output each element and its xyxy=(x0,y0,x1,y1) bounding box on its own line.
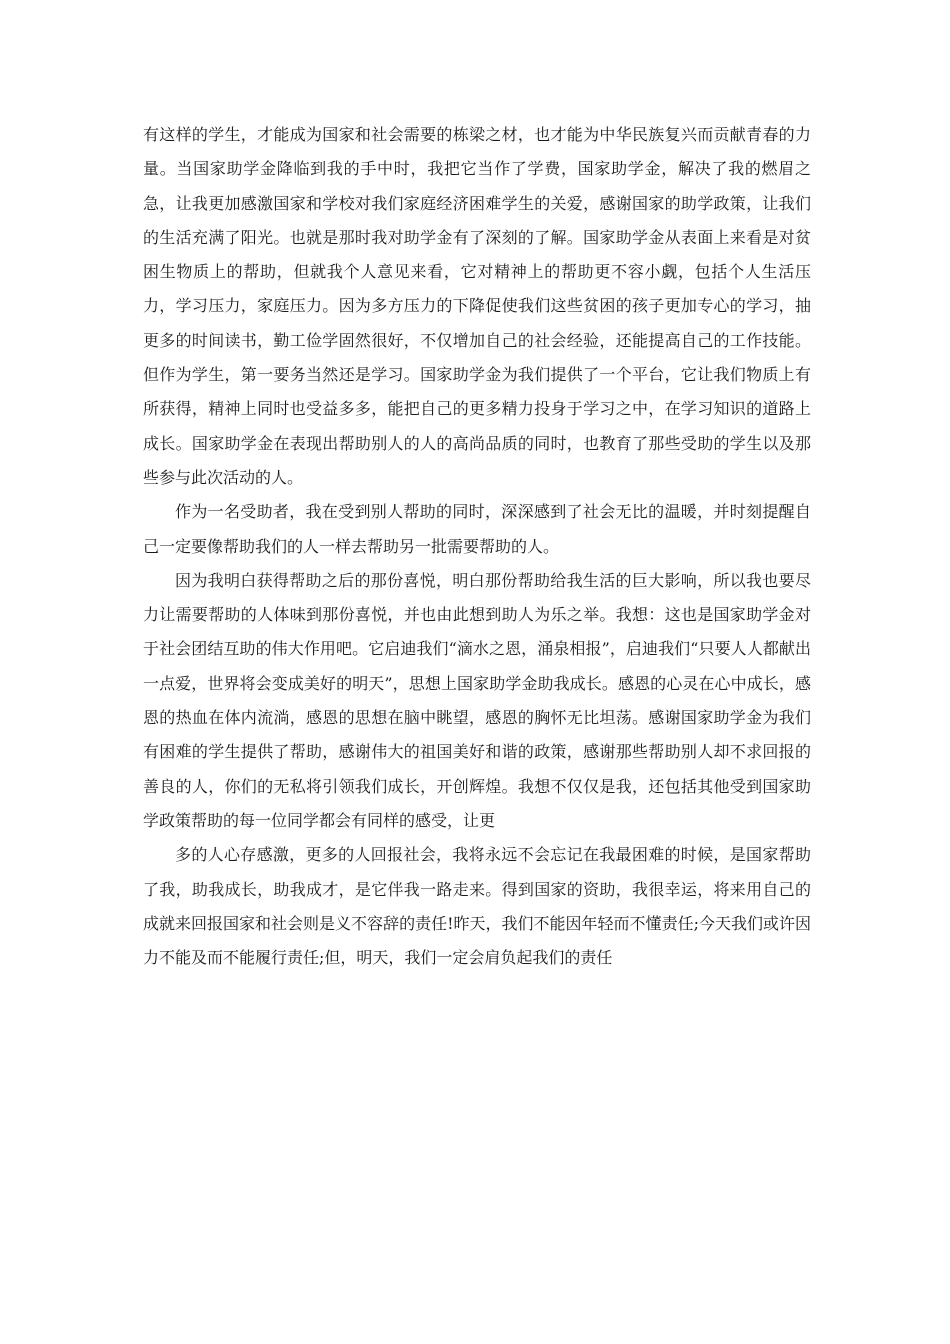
paragraph-1: 有这样的学生，才能成为国家和社会需要的栋梁之材，也才能为中华民族复兴而贡献青春的力量。当国家助学金降临到我的手中时，我把它当作了学费，国家助学金，解决了我的燃眉之急，让我更加感激国家和学校对我们家庭经济困难学生的关爱，感谢国家的助学政策，让我们的生活充满了阳光。也就是那时我对助学金有了深刻的了解。国家助学金从表面上来看是对贫困生物质上的帮助，但就我个人意见来看，它对精神上的帮助更不容小觑，包括个人生活压力，学习压力，家庭压力。因为多方压力的下降促使我们这些贫困的孩子更加专心的学习，抽更多的时间读书，勤工俭学固然很好，不仅增加自己的社会经验，还能提高自己的工作技能。但作为学生，第一要务当然还是学习。国家助学金为我们提供了一个平台，它让我们物质上有所获得，精神上同时也受益多多，能把自己的更多精力投身于学习之中，在学习知识的道路上成长。国家助学金在表现出帮助别人的人的高尚品质的同时，也教育了那些受助的学生以及那些参与此次活动的人。 xyxy=(143,125,811,487)
paragraph-2: 作为一名受助者，我在受到别人帮助的同时，深深感到了社会无比的温暖，并时刻提醒自己一定要像帮助我们的人一样去帮助另一批需要帮助的人。 xyxy=(143,502,811,556)
paragraph-4: 多的人心存感激，更多的人回报社会，我将永远不会忘记在我最困难的时候，是国家帮助了我，助我成长，助我成才，是它伴我一路走来。得到国家的资助，我很幸运，将来用自己的成就来回报国家和社会则是义不容辞的责任!昨天，我们不能因年轻而不懂责任;今天我们或许因力不能及而不能履行责任;但，明天，我们一定会肩负起我们的责任 xyxy=(143,845,811,968)
paragraph-3: 因为我明白获得帮助之后的那份喜悦，明白那份帮助给我生活的巨大影响，所以我也要尽力让需要帮助的人体味到那份喜悦，并也由此想到助人为乐之举。我想：这也是国家助学金对于社会团结互助的伟大作用吧。它启迪我们“滴水之恩，涌泉相报”，启迪我们“只要人人都献出一点爱，世界将会变成美好的明天”，思想上国家助学金助我成长。感恩的心灵在心中成长，感恩的热血在体内流淌，感恩的思想在脑中眺望，感恩的胸怀无比坦荡。感谢国家助学金为我们有困难的学生提供了帮助，感谢伟大的祖国美好和谐的政策，感谢那些帮助别人却不求回报的善良的人，你们的无私将引领我们成长，开创辉煌。我想不仅仅是我，还包括其他受到国家助学政策帮助的每一位同学都会有同样的感受，让更 xyxy=(143,570,811,830)
document-body xyxy=(143,118,811,975)
